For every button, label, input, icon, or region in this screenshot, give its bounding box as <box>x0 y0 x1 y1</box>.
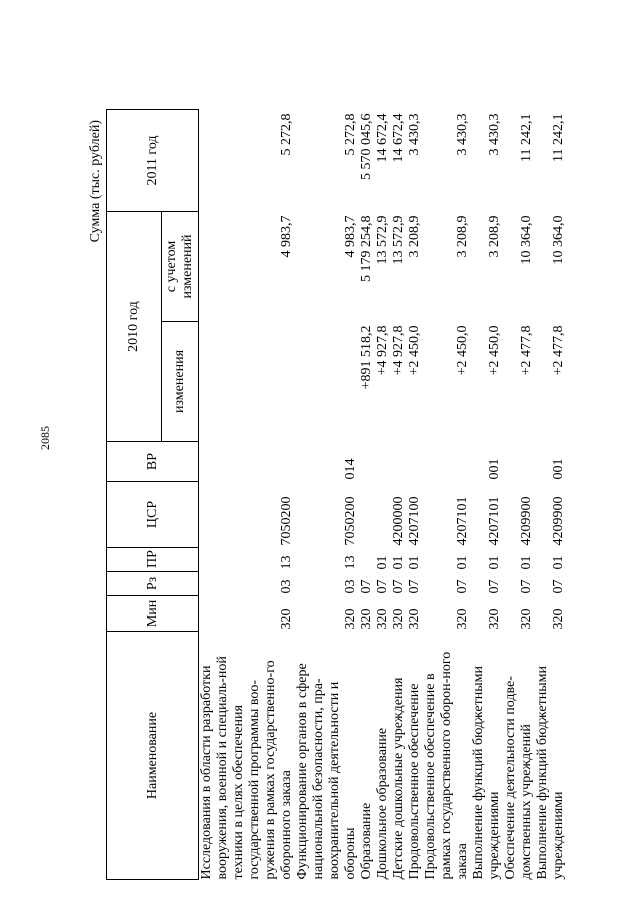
header-changes: изменения <box>162 322 199 442</box>
row-csr <box>359 482 375 548</box>
row-vr <box>391 442 407 482</box>
row-2011: 5 272,8 <box>279 113 294 156</box>
header-min: Мин <box>107 596 199 632</box>
header-with-changes: с учетом изменений <box>162 212 199 322</box>
row-pr: 01 <box>407 555 422 570</box>
row-rz: 07 <box>487 579 502 594</box>
rotated-budget-page <box>88 80 608 880</box>
row-name: Обеспечение деятельности подве-домственных учреждений <box>503 676 534 880</box>
row-changes: +2 477,8 <box>519 325 534 376</box>
row-changes: +891 518,2 <box>359 325 374 390</box>
row-min: 320 <box>391 608 406 630</box>
row-2011: 5 272,8 <box>343 113 358 156</box>
row-with-changes: 13 572,9 <box>391 215 406 265</box>
row-rz: 03 <box>343 579 358 594</box>
row-vr: 014 <box>343 458 358 480</box>
row-rz: 03 <box>279 579 294 594</box>
row-rz: 07 <box>391 579 406 594</box>
row-2011: 3 430,3 <box>487 113 502 156</box>
table-row <box>503 110 535 880</box>
row-with-changes: 10 364,0 <box>519 215 534 265</box>
row-name: Выполнение функций бюджетными учреждениями <box>471 666 502 880</box>
row-rz: 07 <box>375 579 390 594</box>
row-rz: 07 <box>359 579 374 594</box>
row-name: Дошкольное образование <box>375 727 390 880</box>
header-csr: ЦСР <box>107 482 199 548</box>
header-name: Наименование <box>107 632 199 880</box>
row-vr <box>407 442 423 482</box>
row-pr: 01 <box>375 555 390 570</box>
header-year-2011: 2011 год <box>107 110 199 212</box>
row-rz: 07 <box>551 579 566 594</box>
row-with-changes: 3 208,9 <box>455 215 470 258</box>
table-row <box>391 110 407 880</box>
table-row <box>407 110 423 880</box>
row-min: 320 <box>343 608 358 630</box>
row-with-changes: 3 208,9 <box>407 215 422 258</box>
row-vr: 001 <box>487 458 502 480</box>
row-min: 320 <box>375 608 390 630</box>
row-2011: 11 242,1 <box>551 113 566 162</box>
row-pr: 01 <box>519 555 534 570</box>
row-name: Детские дошкольные учреждения <box>391 677 406 880</box>
row-2011: 5 570 045,6 <box>359 113 374 180</box>
row-min: 320 <box>407 608 422 630</box>
row-2011: 11 242,1 <box>519 113 534 162</box>
table-row <box>423 110 471 880</box>
table-header <box>107 110 199 880</box>
row-with-changes: 3 208,9 <box>487 215 502 258</box>
row-vr <box>199 442 296 482</box>
row-changes: +4 927,8 <box>391 325 406 376</box>
row-min: 320 <box>455 608 470 630</box>
row-changes <box>295 322 359 442</box>
table-row <box>359 110 375 880</box>
row-vr <box>359 442 375 482</box>
row-name: Исследования в области разработки вооружения, военной и специаль-ной техники в целях обеспечения государственной программы воо-ружения в рамках государственно-го оборонного заказа <box>199 656 294 880</box>
row-changes <box>199 322 296 442</box>
row-name: Функционирование органов в сфере национальной безопасности, пра-воохранительной деятельности и обороны <box>295 663 358 880</box>
table-row <box>295 110 359 880</box>
header-year-2010: 2010 год <box>107 212 162 442</box>
row-with-changes: 4 983,7 <box>343 215 358 258</box>
header-vr: ВР <box>107 442 199 482</box>
row-rz: 07 <box>455 579 470 594</box>
row-name: Продовольственное обеспечение <box>407 683 422 880</box>
row-changes: +4 927,8 <box>375 325 390 376</box>
table-row <box>471 110 503 880</box>
budget-table <box>106 109 567 880</box>
row-csr: 4209900 <box>551 496 566 546</box>
row-min: 320 <box>519 608 534 630</box>
header-pr: ПР <box>107 548 199 572</box>
table-row <box>199 110 296 880</box>
row-with-changes: 5 179 254,8 <box>359 215 374 282</box>
row-with-changes: 10 364,0 <box>551 215 566 265</box>
row-changes: +2 450,0 <box>487 325 502 376</box>
table-row <box>535 110 567 880</box>
row-csr: 7050200 <box>279 496 294 546</box>
row-rz: 07 <box>407 579 422 594</box>
row-changes: +2 450,0 <box>407 325 422 376</box>
row-2011: 3 430,3 <box>407 113 422 156</box>
row-pr: 01 <box>551 555 566 570</box>
row-changes: +2 477,8 <box>551 325 566 376</box>
row-csr: 4207101 <box>455 496 470 546</box>
row-pr: 13 <box>343 555 358 570</box>
row-pr: 01 <box>455 555 470 570</box>
row-rz: 07 <box>519 579 534 594</box>
row-min: 320 <box>279 608 294 630</box>
header-rz: Рз <box>107 572 199 596</box>
row-pr <box>359 548 375 572</box>
row-2011: 3 430,3 <box>455 113 470 156</box>
row-csr: 7050200 <box>343 496 358 546</box>
table-row <box>375 110 391 880</box>
row-min: 320 <box>487 608 502 630</box>
unit-caption: Сумма (тыс. рублей) <box>88 120 103 243</box>
row-csr: 4207100 <box>407 496 422 546</box>
row-csr: 4200000 <box>391 496 406 546</box>
row-with-changes: 4 983,7 <box>279 215 294 258</box>
row-2011: 14 672,4 <box>391 113 406 163</box>
row-vr <box>503 442 535 482</box>
row-2011: 14 672,4 <box>375 113 390 163</box>
row-pr: 13 <box>279 555 294 570</box>
row-min: 320 <box>551 608 566 630</box>
row-name: Продовольственное обеспечение в рамках государственного оборон-ного заказа <box>423 651 470 880</box>
row-csr: 4207101 <box>487 496 502 546</box>
page-number: 2085 <box>38 426 52 450</box>
row-vr <box>423 442 471 482</box>
row-changes: +2 450,0 <box>455 325 470 376</box>
table-body <box>199 110 568 880</box>
row-with-changes: 13 572,9 <box>375 215 390 265</box>
row-vr: 001 <box>551 458 566 480</box>
row-min: 320 <box>359 608 374 630</box>
row-pr: 01 <box>487 555 502 570</box>
row-name: Выполнение функций бюджетными учреждениями <box>535 666 566 880</box>
row-name: Образование <box>359 802 374 880</box>
row-csr <box>375 482 391 548</box>
row-csr: 4209900 <box>519 496 534 546</box>
row-vr <box>375 442 391 482</box>
row-pr: 01 <box>391 555 406 570</box>
